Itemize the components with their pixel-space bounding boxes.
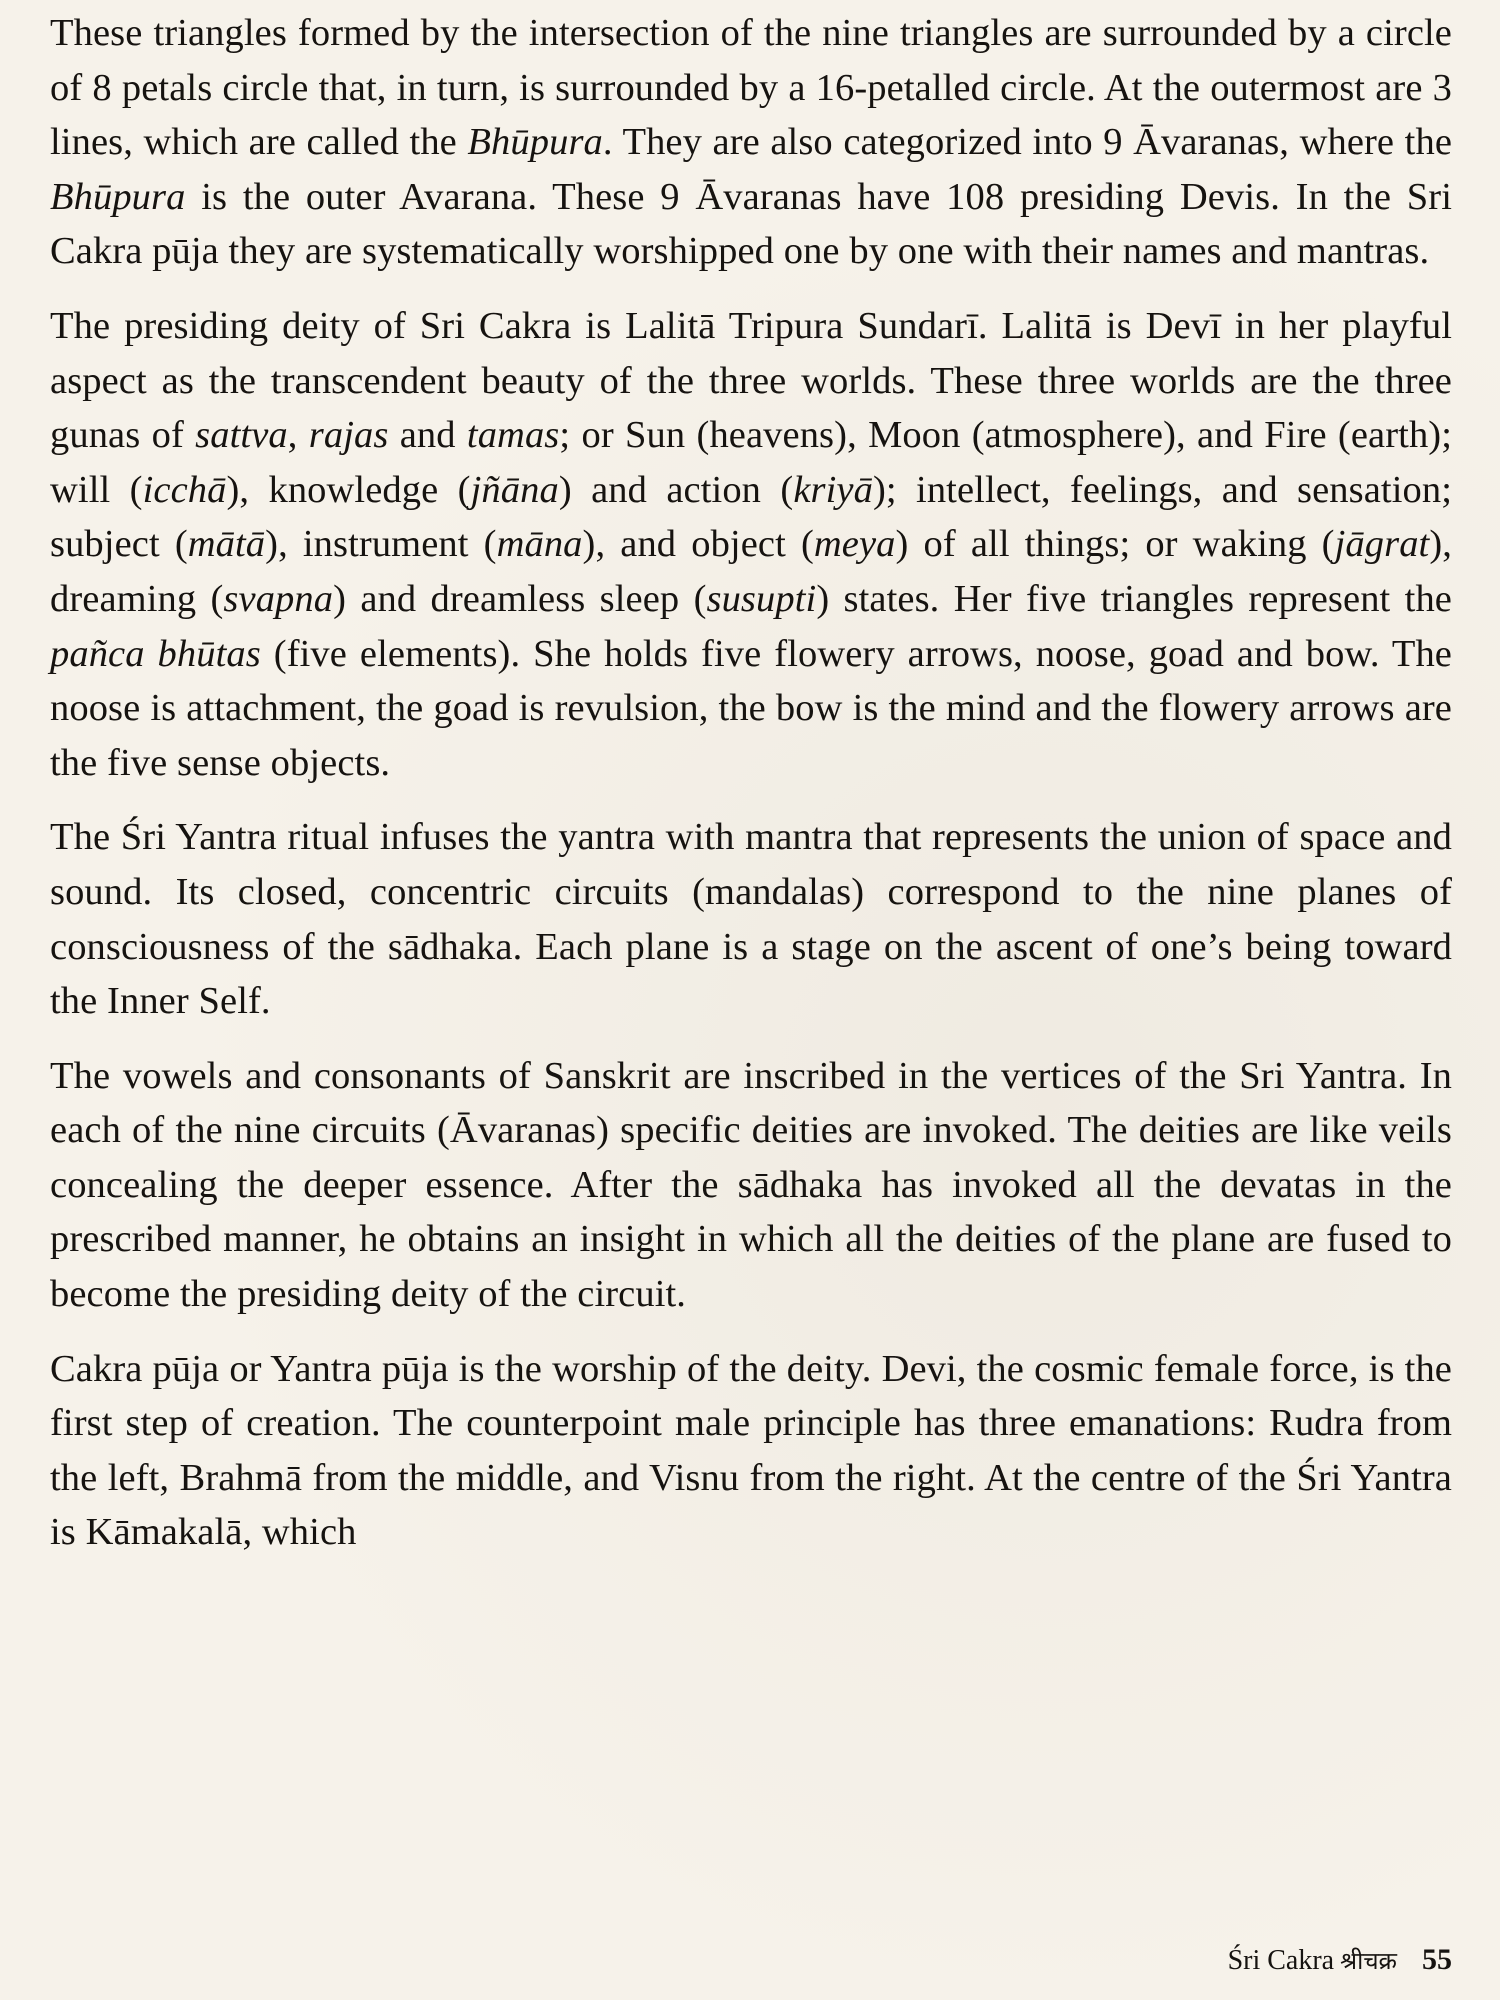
text-run: ), knowledge ( <box>226 468 471 511</box>
text-run: ), instrument ( <box>265 523 497 566</box>
paragraph-4 <box>50 1049 1452 1322</box>
text-run: The Śri Yantra ritual infuses the yantra with mantra that represents the union of space and sound. Its closed, concentric circuits (mandalas) correspond to the nine planes of consciousness of the sādhaka. Each plane is a stage on the ascent of one’s being toward the Inner Self. <box>50 816 1452 1023</box>
running-title-latin: Śri Cakra <box>1227 1945 1335 1976</box>
text-run: These triangles formed by the intersection of the nine triangles are surrounded by a circle of 8 petals circle that, in turn, is surrounded by a 16-petalled circle. At the outermost are 3 lines, which are called the <box>50 12 1452 164</box>
text-run: The presiding deity of Sri Cakra is Lalitā Tripura Sundarī. Lalitā is Devī in her playful aspect as the transcendent beauty of the three worlds. These three worlds are the three gunas of <box>50 304 1452 457</box>
text-run: (five elements). She holds five flowery arrows, noose, goad and bow. The noose is attachment, the goad is revulsion, the bow is the mind and the flowery arrows are the five sense objects. <box>50 632 1452 784</box>
italic-term: icchā <box>142 468 227 511</box>
italic-term: jāgrat <box>1334 523 1430 566</box>
paragraph-1 <box>50 6 1452 279</box>
italic-term: Bhūpura <box>467 121 603 164</box>
italic-term: mātā <box>187 523 266 566</box>
text-run: ) and action ( <box>558 468 794 511</box>
text-run: is the outer Avarana. These 9 Āvaranas have 108 presiding Devis. In the Sri Cakra pūja they are systematically worshipped one by one with their names and mantras. <box>50 175 1452 273</box>
text-run: ; or Sun (heavens), Moon (atmosphere), and Fire (earth); will ( <box>50 414 1453 511</box>
italic-term: pañca bhūtas <box>50 632 261 675</box>
italic-term: kriyā <box>793 468 873 511</box>
italic-term: māna <box>496 523 583 566</box>
text-run: ) and dreamless sleep ( <box>333 577 707 620</box>
italic-term: susupti <box>706 577 817 620</box>
italic-term: svapna <box>223 577 334 620</box>
paragraph-3 <box>50 810 1452 1028</box>
text-run: ), dreaming ( <box>50 523 1452 620</box>
text-run: Cakra pūja or Yantra pūja is the worship of the deity. Devi, the cosmic female force, is the first step of creation. The counterpoint male principle has three emanations: Rudra from the left, Brahmā from the middle, and Visnu from the right. At the centre of the Śri Yantra is Kāmakalā, which <box>50 1347 1452 1554</box>
italic-term: jñāna <box>470 468 559 511</box>
page-number: 55 <box>1422 1943 1452 1976</box>
italic-term: Bhūpura <box>50 175 186 218</box>
running-title <box>1228 1945 1404 1976</box>
paragraph-2 <box>50 299 1452 790</box>
text-run: The vowels and consonants of Sanskrit are inscribed in the vertices of the Sri Yantra. In each of the nine circuits (Āvaranas) specific deities are invoked. The deities are like veils concealing the deeper essence. After the sādhaka has invoked all the devatas in the prescribed manner, he obtains an insight in which all the deities of the plane are fused to become the presiding deity of the circuit. <box>50 1054 1452 1316</box>
text-run: , <box>287 414 309 457</box>
text-run: ) of all things; or waking ( <box>895 523 1335 566</box>
text-run: ); intellect, feelings, and sensation; subject ( <box>50 468 1453 566</box>
body-text <box>50 6 1452 1580</box>
page-footer <box>1228 1942 1452 1979</box>
text-run: ) states. Her five triangles represent the <box>816 577 1452 620</box>
running-title-devanagari: श्रीचक्र <box>1340 1947 1397 1975</box>
italic-term: tamas <box>466 414 560 457</box>
italic-term: rajas <box>308 414 389 457</box>
text-run: and <box>388 414 467 457</box>
italic-term: meya <box>813 523 896 566</box>
italic-term: sattva <box>195 414 288 457</box>
paragraph-5 <box>50 1342 1452 1560</box>
text-run: ), and object ( <box>582 523 814 566</box>
text-run: . They are also categorized into 9 Āvaranas, where the <box>602 121 1453 164</box>
